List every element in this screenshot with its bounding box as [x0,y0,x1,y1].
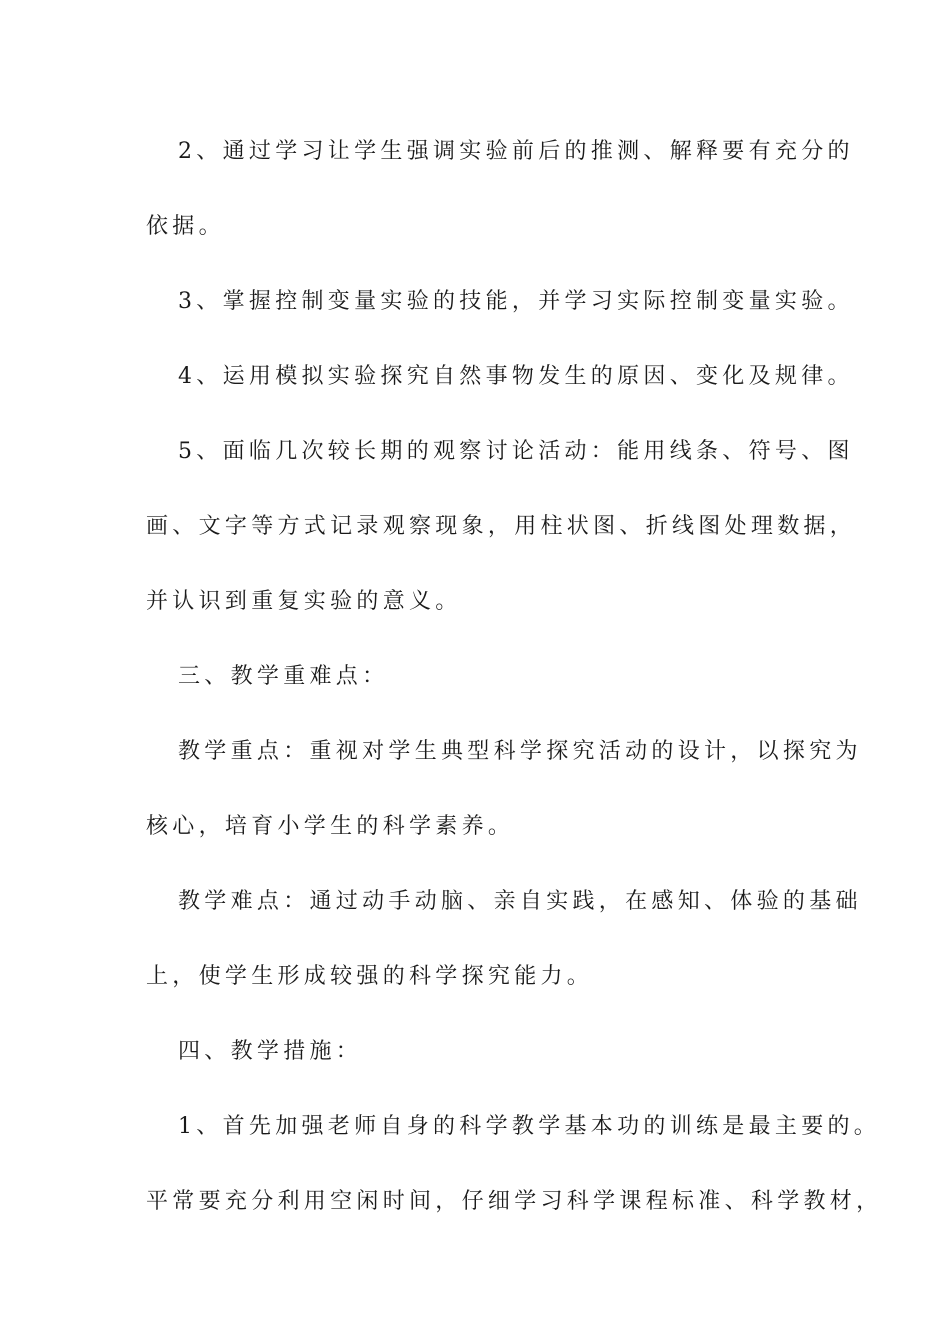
paragraph-line: 教学难点：通过动手动脑、亲自实践，在感知、体验的基础 [178,889,862,914]
paragraph-line: 4、运用模拟实验探究自然事物发生的原因、变化及规律。 [178,364,854,389]
section-heading: 四、教学措施： [178,1039,363,1064]
paragraph-line: 5、面临几次较长期的观察讨论活动：能用线条、符号、图 [178,439,854,464]
paragraph-line: 并认识到重复实验的意义。 [146,589,462,614]
paragraph-line: 1、首先加强老师自身的科学教学基本功的训练是最主要的。 [178,1114,881,1139]
section-heading: 三、教学重难点： [178,664,389,689]
paragraph-line: 教学重点：重视对学生典型科学探究活动的设计，以探究为 [178,739,862,764]
paragraph-line: 上，使学生形成较强的科学探究能力。 [146,964,594,989]
paragraph-line: 2、通过学习让学生强调实验前后的推测、解释要有充分的 [178,139,854,164]
paragraph-line: 3、掌握控制变量实验的技能，并学习实际控制变量实验。 [178,289,854,314]
paragraph-line: 画、文字等方式记录观察现象，用柱状图、折线图处理数据， [146,514,857,539]
paragraph-line: 依据。 [146,214,225,239]
paragraph-line: 平常要充分利用空闲时间，仔细学习科学课程标准、科学教材， [146,1189,883,1214]
paragraph-line: 核心，培育小学生的科学素养。 [146,814,515,839]
